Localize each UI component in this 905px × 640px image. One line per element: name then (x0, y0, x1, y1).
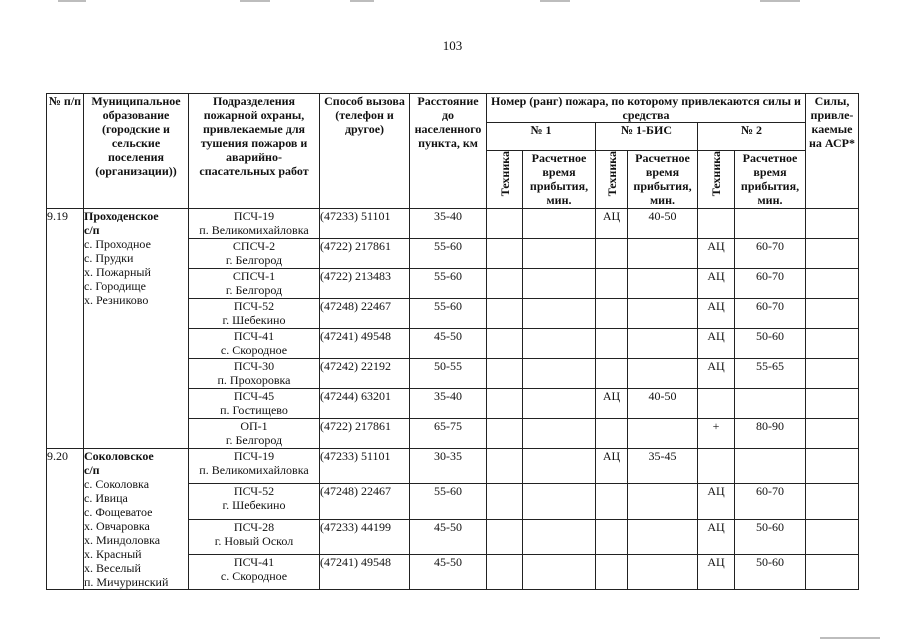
asr-cell (806, 419, 859, 449)
fire-unit-location: г. Белгород (225, 283, 283, 297)
scan-edge-mark (240, 0, 270, 2)
rank-1-bis-time-cell: 35-45 (628, 449, 698, 484)
asr-cell (806, 239, 859, 269)
rank-2-tech-cell: АЦ (698, 359, 735, 389)
phone-cell: (47244) 63201 (320, 389, 410, 419)
rank-1-bis-time-cell: 40-50 (628, 209, 698, 239)
rank-1-tech-cell (487, 329, 523, 359)
asr-cell (806, 209, 859, 239)
phone-cell: (47241) 49548 (320, 329, 410, 359)
fire-unit-name: ПСЧ-45 (233, 389, 275, 403)
phone-cell: (4722) 217861 (320, 419, 410, 449)
rank-1-time-cell (523, 519, 596, 554)
rank-1-time-cell (523, 239, 596, 269)
rank-2-time-cell: 60-70 (735, 484, 806, 519)
fire-unit-location: г. Шебекино (222, 313, 286, 327)
fire-unit-name: ПСЧ-52 (233, 484, 275, 499)
rank-2-tech-cell (698, 389, 735, 419)
rank-1-bis-tech-cell (596, 554, 628, 589)
phone-cell: (47233) 44199 (320, 519, 410, 554)
fire-unit-location: г. Белгород (225, 253, 283, 267)
fire-unit-cell (189, 554, 320, 589)
fire-unit-name: ПСЧ-28 (233, 519, 275, 534)
settlement-name: с. Городище (84, 279, 146, 293)
rank-1-tech-cell (487, 554, 523, 589)
settlement-name: с. Фощеватое (84, 505, 153, 519)
fire-unit-cell (189, 299, 320, 329)
fire-unit-cell (189, 269, 320, 299)
municipality-name: с/п (84, 223, 100, 237)
page-number: 103 (442, 38, 463, 53)
asr-cell (806, 449, 859, 484)
settlement-name: х. Миндоловка (84, 533, 161, 547)
scan-edge-mark (820, 637, 880, 639)
header-rank-2: № 2 (698, 123, 806, 151)
fire-unit-cell (189, 519, 320, 554)
rank-1-bis-tech-cell (596, 484, 628, 519)
distance-cell: 35-40 (410, 389, 487, 419)
fire-unit-cell (189, 449, 320, 484)
fire-unit-name: ПСЧ-41 (233, 554, 275, 569)
municipality-name: Соколовское (84, 449, 154, 463)
asr-cell (806, 554, 859, 589)
distance-cell: 30-35 (410, 449, 487, 484)
rank-1-tech-cell (487, 449, 523, 484)
rank-1-bis-time-cell (628, 239, 698, 269)
phone-cell: (4722) 213483 (320, 269, 410, 299)
fire-unit-location: г. Новый Оскол (214, 533, 294, 548)
header-tech-rank-1-bis: Техника (596, 151, 628, 209)
settlement-name: п. Мичуринский (84, 575, 169, 589)
rank-2-tech-cell: АЦ (698, 269, 735, 299)
fire-unit-name: ПСЧ-19 (233, 449, 275, 463)
rank-1-bis-tech-cell (596, 519, 628, 554)
settlement-name: с. Соколовка (84, 477, 150, 491)
rank-1-time-cell (523, 359, 596, 389)
asr-cell (806, 519, 859, 554)
rank-1-bis-time-cell (628, 269, 698, 299)
header-time-rank-1: Расчетное время прибытия, мин. (523, 151, 596, 209)
asr-cell (806, 389, 859, 419)
scan-edge-mark (760, 0, 800, 2)
rank-1-tech-cell (487, 484, 523, 519)
scan-edge-mark (58, 0, 86, 2)
rank-1-tech-cell (487, 519, 523, 554)
rank-1-bis-tech-cell (596, 239, 628, 269)
phone-cell: (47242) 22192 (320, 359, 410, 389)
rank-1-bis-time-cell (628, 329, 698, 359)
rank-2-tech-cell: + (698, 419, 735, 449)
fire-forces-table (46, 93, 859, 590)
header-fire-rank: Номер (ранг) пожара, по которому привлекаются силы и средства (487, 94, 806, 123)
asr-cell (806, 484, 859, 519)
scan-edge-mark (540, 0, 570, 2)
rank-1-bis-time-cell (628, 484, 698, 519)
rank-2-time-cell: 60-70 (735, 239, 806, 269)
fire-unit-cell (189, 329, 320, 359)
municipality-name: с/п (84, 463, 100, 477)
phone-cell: (47248) 22467 (320, 299, 410, 329)
header-municipality: Муниципальное образование (городские и сельские поселения (организации)) (84, 94, 189, 209)
rank-1-bis-time-cell (628, 359, 698, 389)
rank-2-time-cell: 60-70 (735, 269, 806, 299)
rank-2-time-cell: 80-90 (735, 419, 806, 449)
rank-1-bis-tech-cell (596, 269, 628, 299)
asr-cell (806, 359, 859, 389)
phone-cell: (47241) 49548 (320, 554, 410, 589)
rank-2-time-cell: 50-60 (735, 519, 806, 554)
rank-2-time-cell (735, 389, 806, 419)
phone-cell: (47233) 51101 (320, 449, 410, 484)
asr-cell (806, 329, 859, 359)
fire-unit-location: п. Великомихайловка (199, 463, 309, 477)
distance-cell: 45-50 (410, 554, 487, 589)
rank-1-time-cell (523, 389, 596, 419)
fire-unit-cell (189, 389, 320, 419)
fire-unit-location: п. Прохоровка (217, 373, 291, 387)
rank-1-tech-cell (487, 209, 523, 239)
rank-1-bis-time-cell: 40-50 (628, 389, 698, 419)
header-time-rank-1-bis: Расчетное время прибытия, мин. (628, 151, 698, 209)
distance-cell: 45-50 (410, 519, 487, 554)
rank-1-time-cell (523, 209, 596, 239)
rank-1-bis-tech-cell: АЦ (596, 209, 628, 239)
rank-2-tech-cell: АЦ (698, 554, 735, 589)
rank-1-time-cell (523, 449, 596, 484)
rank-1-time-cell (523, 329, 596, 359)
rank-1-tech-cell (487, 299, 523, 329)
rank-1-tech-cell (487, 419, 523, 449)
header-num: № п/п (47, 94, 84, 209)
header-distance: Расстояние до населенного пункта, км (410, 94, 487, 209)
rank-2-tech-cell: АЦ (698, 519, 735, 554)
distance-cell: 55-60 (410, 299, 487, 329)
header-asr: Силы, привле-каемые на АСР* (806, 94, 859, 209)
fire-unit-name: ПСЧ-52 (233, 299, 275, 313)
header-rank-1: № 1 (487, 123, 596, 151)
distance-cell: 45-50 (410, 329, 487, 359)
fire-unit-location: п. Великомихайловка (199, 223, 309, 237)
fire-unit-name: ПСЧ-30 (233, 359, 275, 373)
settlement-name: х. Пожарный (84, 265, 151, 279)
fire-unit-location: с. Скородное (220, 568, 288, 583)
section-number: 9.19 (47, 209, 84, 449)
rank-1-bis-time-cell (628, 299, 698, 329)
fire-unit-location: п. Гостищево (220, 403, 288, 417)
rank-2-time-cell: 55-65 (735, 359, 806, 389)
phone-cell: (4722) 217861 (320, 239, 410, 269)
rank-1-bis-tech-cell (596, 299, 628, 329)
municipality-name: Проходенское (84, 209, 159, 223)
header-tech-rank-2: Техника (698, 151, 735, 209)
fire-unit-cell (189, 239, 320, 269)
asr-cell (806, 269, 859, 299)
table-body (47, 209, 859, 590)
asr-cell (806, 299, 859, 329)
fire-unit-cell (189, 484, 320, 519)
scan-edge-mark (350, 0, 374, 2)
rank-1-time-cell (523, 484, 596, 519)
header-call-method: Способ вызова (телефон и другое) (320, 94, 410, 209)
fire-unit-name: СПСЧ-1 (232, 269, 276, 283)
distance-cell: 35-40 (410, 209, 487, 239)
rank-2-time-cell: 50-60 (735, 329, 806, 359)
table-row (47, 209, 859, 239)
rank-1-tech-cell (487, 239, 523, 269)
rank-2-time-cell (735, 209, 806, 239)
phone-cell: (47248) 22467 (320, 484, 410, 519)
fire-unit-name: ОП-1 (240, 419, 268, 433)
municipality-cell (84, 449, 189, 590)
header-units: Подразделения пожарной охраны, привлекаемые для тушения пожаров и аварийно-спасательных работ (189, 94, 320, 209)
rank-1-bis-time-cell (628, 519, 698, 554)
header-tech-rank-1: Техника (487, 151, 523, 209)
section-number: 9.20 (47, 449, 84, 590)
rank-1-bis-time-cell (628, 554, 698, 589)
settlement-name: х. Веселый (84, 561, 141, 575)
rank-2-time-cell (735, 449, 806, 484)
rank-1-bis-tech-cell (596, 329, 628, 359)
rank-1-bis-tech-cell (596, 359, 628, 389)
rank-2-tech-cell (698, 449, 735, 484)
distance-cell: 55-60 (410, 269, 487, 299)
distance-cell: 65-75 (410, 419, 487, 449)
settlement-name: х. Красный (84, 547, 142, 561)
fire-unit-cell (189, 419, 320, 449)
rank-2-tech-cell: АЦ (698, 329, 735, 359)
fire-unit-name: ПСЧ-19 (233, 209, 275, 223)
phone-cell: (47233) 51101 (320, 209, 410, 239)
distance-cell: 55-60 (410, 484, 487, 519)
settlement-name: с. Прудки (84, 251, 134, 265)
settlement-name: х. Резниково (84, 293, 149, 307)
fire-unit-cell (189, 359, 320, 389)
municipality-cell (84, 209, 189, 449)
distance-cell: 50-55 (410, 359, 487, 389)
rank-1-time-cell (523, 269, 596, 299)
rank-2-tech-cell (698, 209, 735, 239)
fire-unit-location: г. Шебекино (222, 498, 286, 513)
settlement-name: с. Ивица (84, 491, 128, 505)
rank-2-tech-cell: АЦ (698, 299, 735, 329)
rank-2-time-cell: 60-70 (735, 299, 806, 329)
rank-2-tech-cell: АЦ (698, 239, 735, 269)
settlement-name: с. Проходное (84, 237, 151, 251)
rank-1-tech-cell (487, 359, 523, 389)
fire-unit-name: ПСЧ-41 (233, 329, 275, 343)
rank-1-tech-cell (487, 269, 523, 299)
rank-2-time-cell: 50-60 (735, 554, 806, 589)
rank-2-tech-cell: АЦ (698, 484, 735, 519)
rank-1-bis-tech-cell: АЦ (596, 389, 628, 419)
rank-1-bis-tech-cell (596, 419, 628, 449)
fire-unit-cell (189, 209, 320, 239)
settlement-name: х. Овчаровка (84, 519, 150, 533)
fire-unit-name: СПСЧ-2 (232, 239, 276, 253)
header-rank-1-bis: № 1-БИС (596, 123, 698, 151)
rank-1-bis-time-cell (628, 419, 698, 449)
fire-unit-location: с. Скородное (220, 343, 288, 357)
table-row (47, 449, 859, 484)
rank-1-time-cell (523, 554, 596, 589)
rank-1-time-cell (523, 419, 596, 449)
rank-1-time-cell (523, 299, 596, 329)
rank-1-bis-tech-cell: АЦ (596, 449, 628, 484)
header-time-rank-2: Расчетное время прибытия, мин. (735, 151, 806, 209)
distance-cell: 55-60 (410, 239, 487, 269)
rank-1-tech-cell (487, 389, 523, 419)
fire-unit-location: г. Белгород (225, 433, 283, 447)
